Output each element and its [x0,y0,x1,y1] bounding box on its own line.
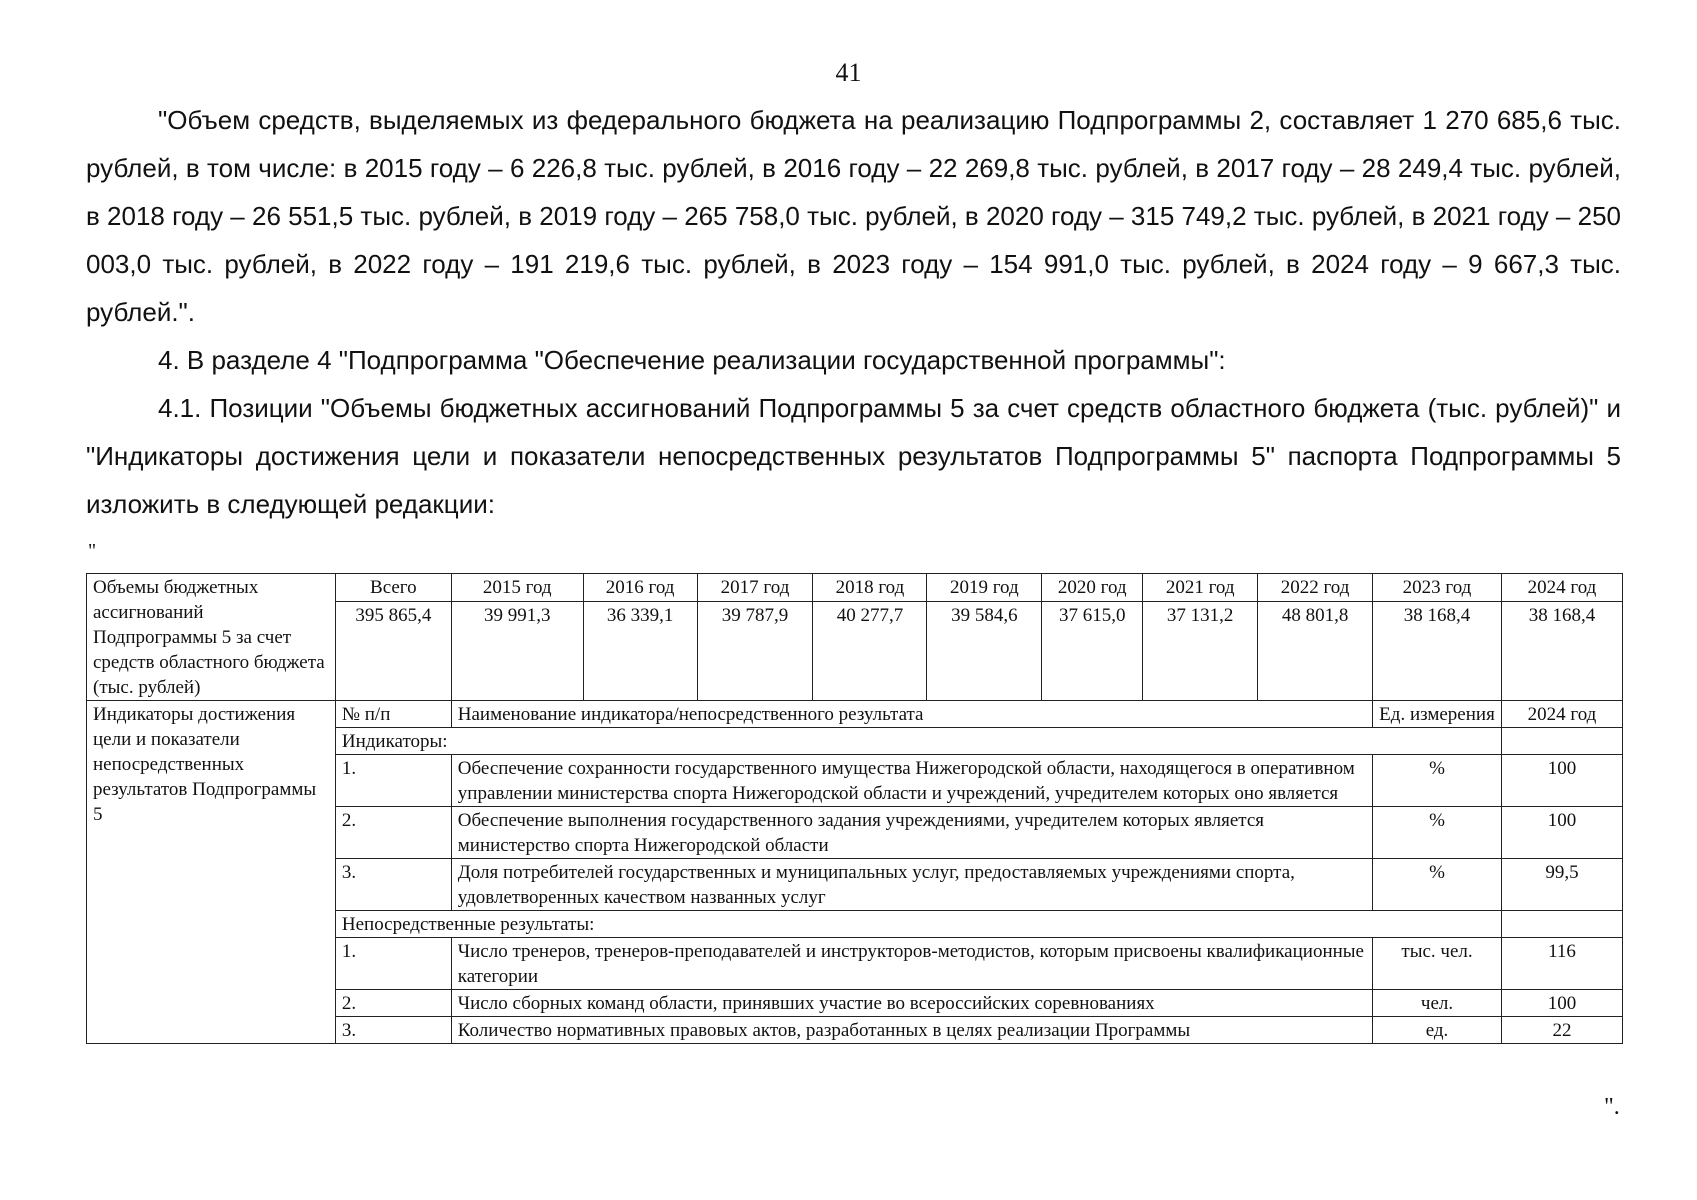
row-unit: ед. [1373,1017,1502,1044]
budget-value-2020: 37 615,0 [1042,602,1143,701]
section-label-results: Непосредственные результаты: [335,911,1501,938]
budget-value-2021: 37 131,2 [1143,602,1258,701]
row-number: 3. [335,859,451,911]
page-number: 41 [835,58,862,87]
row-value: 100 [1501,990,1622,1017]
budget-header-2015: 2015 год [451,574,583,602]
indicators-header-row [87,701,1623,728]
budget-header-2022: 2022 год [1258,574,1373,602]
opening-quote: " [88,540,97,562]
budget-header-2016: 2016 год [583,574,697,602]
body-text [86,96,1621,528]
paragraph-section-4: 4. В разделе 4 "Подпрограмма "Обеспечение реализации государственной программы": [158,345,1226,375]
budget-header-2021: 2021 год [1143,574,1258,602]
indicators-col-year: 2024 год [1501,701,1622,728]
budget-header-row [87,574,1623,602]
row-name: Число сборных команд области, принявших участие во всероссийских соревнованиях [451,990,1372,1017]
paragraph-federal-budget: "Объем средств, выделяемых из федерального бюджета на реализацию Подпрограммы 2, составляет 1 270 685,6 тыс. рублей, в том числе: в 2015 году – 6 226,8 тыс. рублей, в 2016 году – 22 269,8 тыс. рублей, в 2017 году – 28 249,4 тыс. рублей, в 2018 году – 26 551,5 тыс. рублей, в 2019 году – 265 758,0 тыс. рублей, в 2020 году – 315 749,2 тыс. рублей, в 2021 году – 250 003,0 тыс. рублей, в 2022 году – 191 219,6 тыс. рублей, в 2023 году – 154 991,0 тыс. рублей, в 2024 году – 9 667,3 тыс. рублей.". [86,105,1621,327]
row-name: Количество нормативных правовых актов, разработанных в целях реализации Программы [451,1017,1372,1044]
row-unit: % [1373,859,1502,911]
row-number: 1. [335,755,451,807]
budget-header-2018: 2018 год [813,574,927,602]
row-number: 2. [335,990,451,1017]
paragraph-section-4-1: 4.1. Позиции "Объемы бюджетных ассигнований Подпрограммы 5 за счет средств областного бюджета (тыс. рублей)" и "Индикаторы достижения цели и показатели непосредственных результатов Подпрограммы 5" паспорта Подпрограммы 5 изложить в следующей редакции: [86,393,1621,519]
budget-value-total: 395 865,4 [335,602,451,701]
indicators-col-unit: Ед. измерения [1373,701,1502,728]
budget-header-2023: 2023 год [1373,574,1502,602]
row-value: 116 [1501,938,1622,990]
row-number: 2. [335,807,451,859]
indicators-label: Индикаторы достижения цели и показатели непосредственных результатов Подпрограммы 5 [87,701,336,1044]
budget-value-2015: 39 991,3 [451,602,583,701]
budget-header-total: Всего [335,574,451,602]
budget-header-2020: 2020 год [1042,574,1143,602]
budget-value-2018: 40 277,7 [813,602,927,701]
passport-table [86,573,1623,1044]
budget-header-2024: 2024 год [1501,574,1622,602]
budget-value-2016: 36 339,1 [583,602,697,701]
closing-quote: ". [1604,1094,1620,1120]
row-value: 100 [1501,807,1622,859]
row-name: Обеспечение сохранности государственного имущества Нижегородской области, находящегося в оперативном управлении министерства спорта Нижегородской области и учреждений, учредителем которых оно является [451,755,1372,807]
budget-value-2017: 39 787,9 [697,602,813,701]
indicators-col-num: № п/п [335,701,451,728]
budget-value-2022: 48 801,8 [1258,602,1373,701]
budget-label: Объемы бюджетных ассигнований Подпрограммы 5 за счет средств областного бюджета (тыс. рублей) [87,574,336,701]
budget-header-2017: 2017 год [697,574,813,602]
budget-value-2019: 39 584,6 [927,602,1042,701]
row-number: 1. [335,938,451,990]
indicators-col-name: Наименование индикатора/непосредственного результата [451,701,1372,728]
row-unit: тыс. чел. [1373,938,1502,990]
row-name: Доля потребителей государственных и муниципальных услуг, предоставляемых учреждениями спорта, удовлетворенных качеством названных услуг [451,859,1372,911]
row-value: 22 [1501,1017,1622,1044]
budget-value-2023: 38 168,4 [1373,602,1502,701]
row-value: 99,5 [1501,859,1622,911]
row-unit: чел. [1373,990,1502,1017]
section-label-indicators: Индикаторы: [335,728,1501,755]
row-value: 100 [1501,755,1622,807]
row-unit: % [1373,755,1502,807]
budget-value-2024: 38 168,4 [1501,602,1622,701]
section-empty-cell [1501,911,1622,938]
row-unit: % [1373,807,1502,859]
row-name: Обеспечение выполнения государственного задания учреждениями, учредителем которых является министерство спорта Нижегородской области [451,807,1372,859]
section-empty-cell [1501,728,1622,755]
row-name: Число тренеров, тренеров-преподавателей и инструкторов-методистов, которым присвоены квалификационные категории [451,938,1372,990]
row-number: 3. [335,1017,451,1044]
budget-header-2019: 2019 год [927,574,1042,602]
